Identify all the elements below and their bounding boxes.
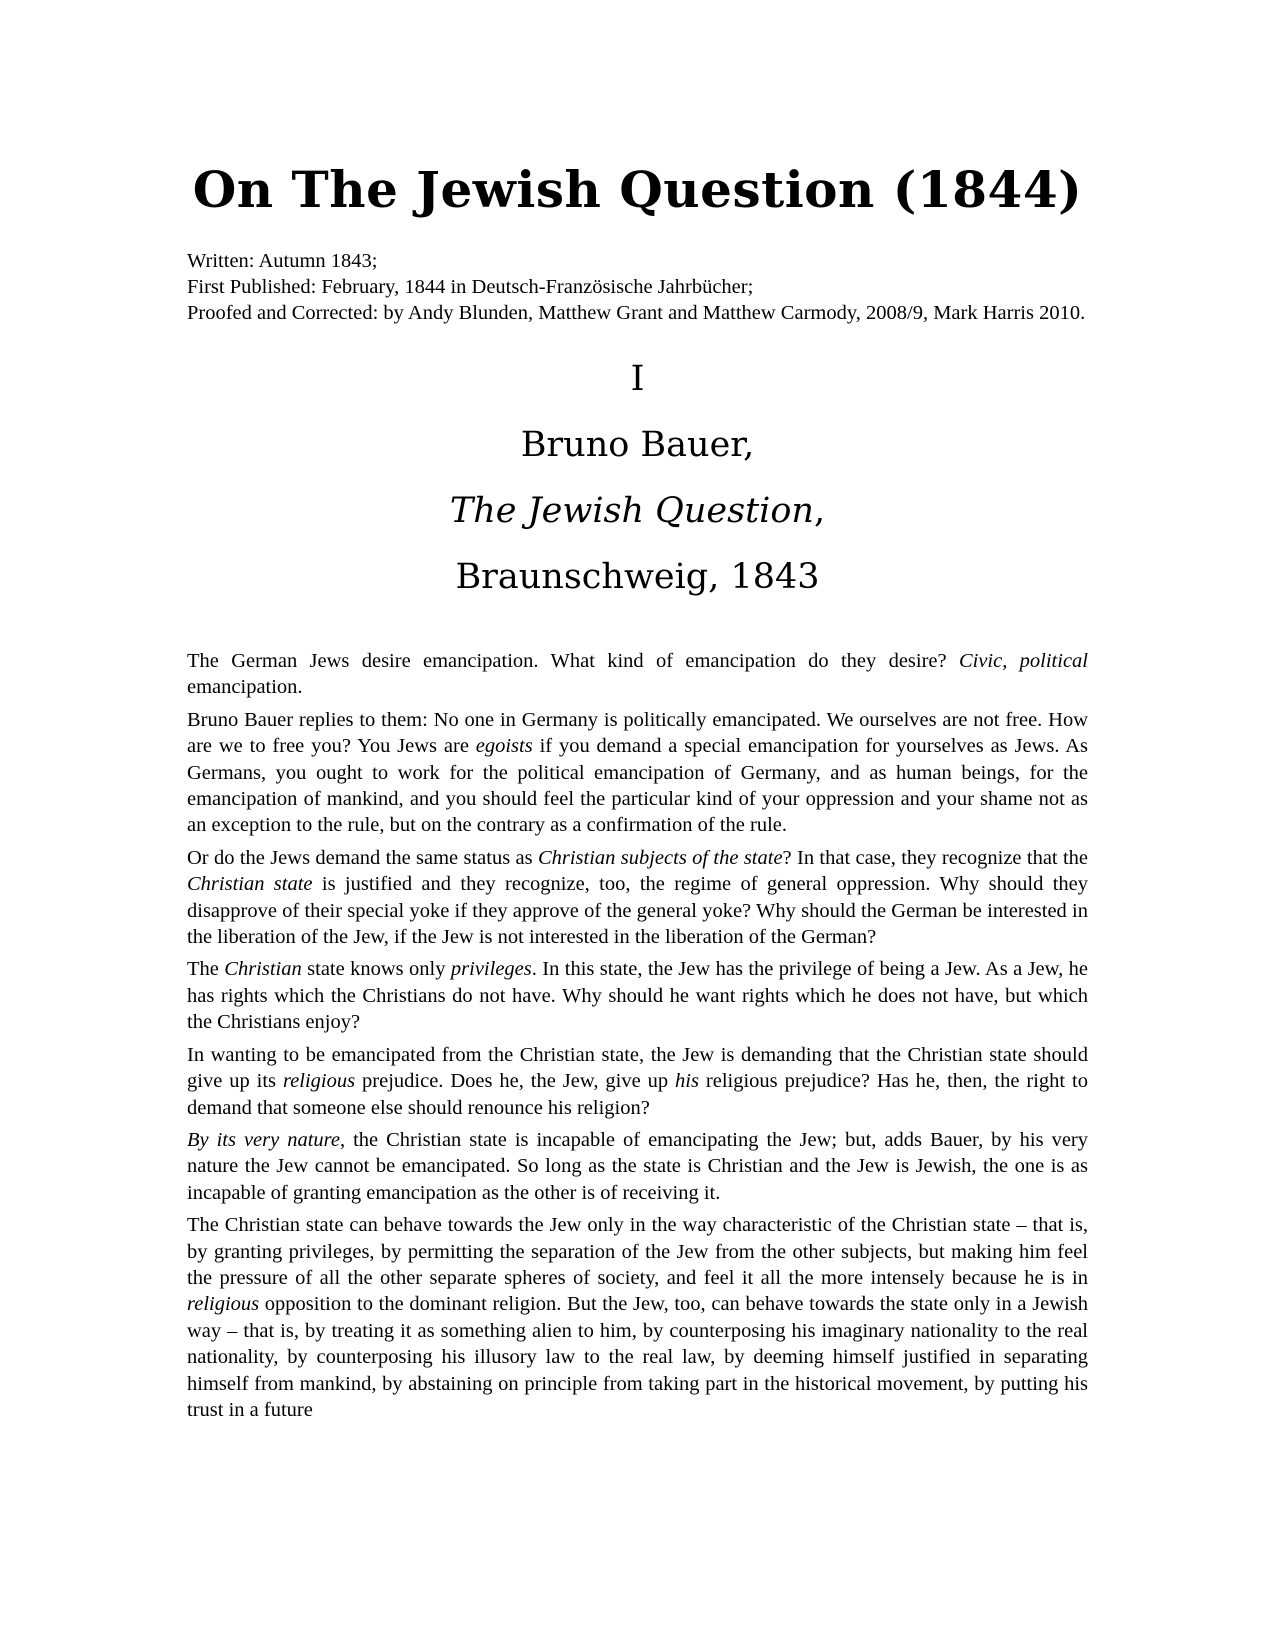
italic-text: egoists [475,735,533,758]
section-work-title-line [187,478,1088,544]
italic-text: privileges [450,958,532,981]
document-title: On The Jewish Question (1844) [192,160,1083,219]
text-segment: , the Christian state is incapable of emancipating the Jew; but, adds Bauer, by his very nature the Jew cannot be emancipated. So long as the state is Christian and the Jew is Jewish, the one is as incapable of granting emancipation as the other is of receiving it. [187,1128,1088,1204]
meta-proofed: Proofed and Corrected: by Andy Blunden, Matthew Grant and Matthew Carmody, 2008/9, Mark Harris 2010. [187,302,1086,324]
meta-written: Written: Autumn 1843; [187,250,378,272]
paragraph [187,1212,1088,1423]
paragraph [187,956,1088,1035]
italic-text: Civic, political [958,650,1088,672]
text-segment: prejudice. Does he, the Jew, give up [355,1070,676,1093]
italic-text: religious [187,1293,260,1316]
section-heading [187,346,1088,610]
text-segment: The Christian state can behave towards the Jew only in the way characteristic of the Christian state – that is, by granting privileges, by permitting the separation of the Jew from the other subjects, but making him feel the pressure of all the other separate spheres of society, and feel it all the more intensely because he is in [187,1214,1088,1289]
text-segment: if you demand a special emancipation for yourselves as Jews. As Germans, you ought to work for the political emancipation of Germany, and as human beings, for the emancipation of mankind, and you should feel the particular kind of your oppression and your shame not as an exception to the rule, but on the contrary as a confirmation of the rule. [187,735,1088,837]
italic-text: Christian subjects of the state [537,846,783,869]
text-segment: . In this state, the Jew has the privilege of being a Jew. As a Jew, he has rights which the Christians do not have. Why should he want rights which he does not have, but which the Christians enjoy? [187,958,1089,1034]
section-work-title-suffix: , [813,491,826,531]
paragraph [187,707,1088,839]
text-segment: opposition to the dominant religion. But the Jew, too, can behave towards the state only in a Jewish way – that is, by treating it as something alien to him, by counterposing his imaginary nationality to the real nationality, by counterposing his illusory law to the real law, by deeming himself justified in separating himself from mankind, by abstaining on principle from taking part in the historical movement, by putting his trust in a future [187,1293,1088,1421]
italic-text: By its very nature [187,1128,340,1151]
text-segment: state knows only [301,958,451,981]
paragraph [187,648,1088,701]
meta-published: First Published: February, 1844 in Deutsch-Französische Jahrbücher; [187,276,754,298]
text-segment: ? In that case, they recognize that the [782,846,1089,869]
text-segment: is justified and they recognize, too, the regime of general oppression. Why should they disapprove of their special yoke if they approve of the general yoke? Why should the German be interested in the liberation of the Jew, if the Jew is not interested in the liberation of the German? [187,873,1088,949]
body-text [187,648,1088,1423]
text-segment: The [187,958,225,981]
text-segment: religious prejudice? Has he, then, the right to demand that someone else should renounce his religion? [187,1070,1088,1119]
document-page [187,160,1088,1429]
paragraph [187,1127,1088,1206]
publication-meta [187,248,1088,326]
section-author: Bruno Bauer, [520,425,755,465]
text-segment: Bruno Bauer replies to them: No one in Germany is politically emancipated. We ourselves are not free. How are we to free you? You Jews are [187,708,1088,758]
text-segment: The German Jews desire emancipation. What kind of emancipation do they desire? [187,650,959,672]
italic-text: Christian [224,958,302,981]
italic-text: his [675,1070,699,1093]
section-numeral: I [630,359,645,399]
section-place-year: Braunschweig, 1843 [455,557,820,597]
section-work-title: The Jewish Question [449,491,814,531]
italic-text: religious [282,1070,356,1093]
text-segment: emancipation. [187,676,303,699]
text-segment: In wanting to be emancipated from the Christian state, the Jew is demanding that the Christian state should give up its [187,1043,1088,1093]
paragraph [187,845,1088,951]
text-segment: Or do the Jews demand the same status as [187,846,538,869]
paragraph [187,1042,1088,1121]
italic-text: Christian state [187,873,313,896]
